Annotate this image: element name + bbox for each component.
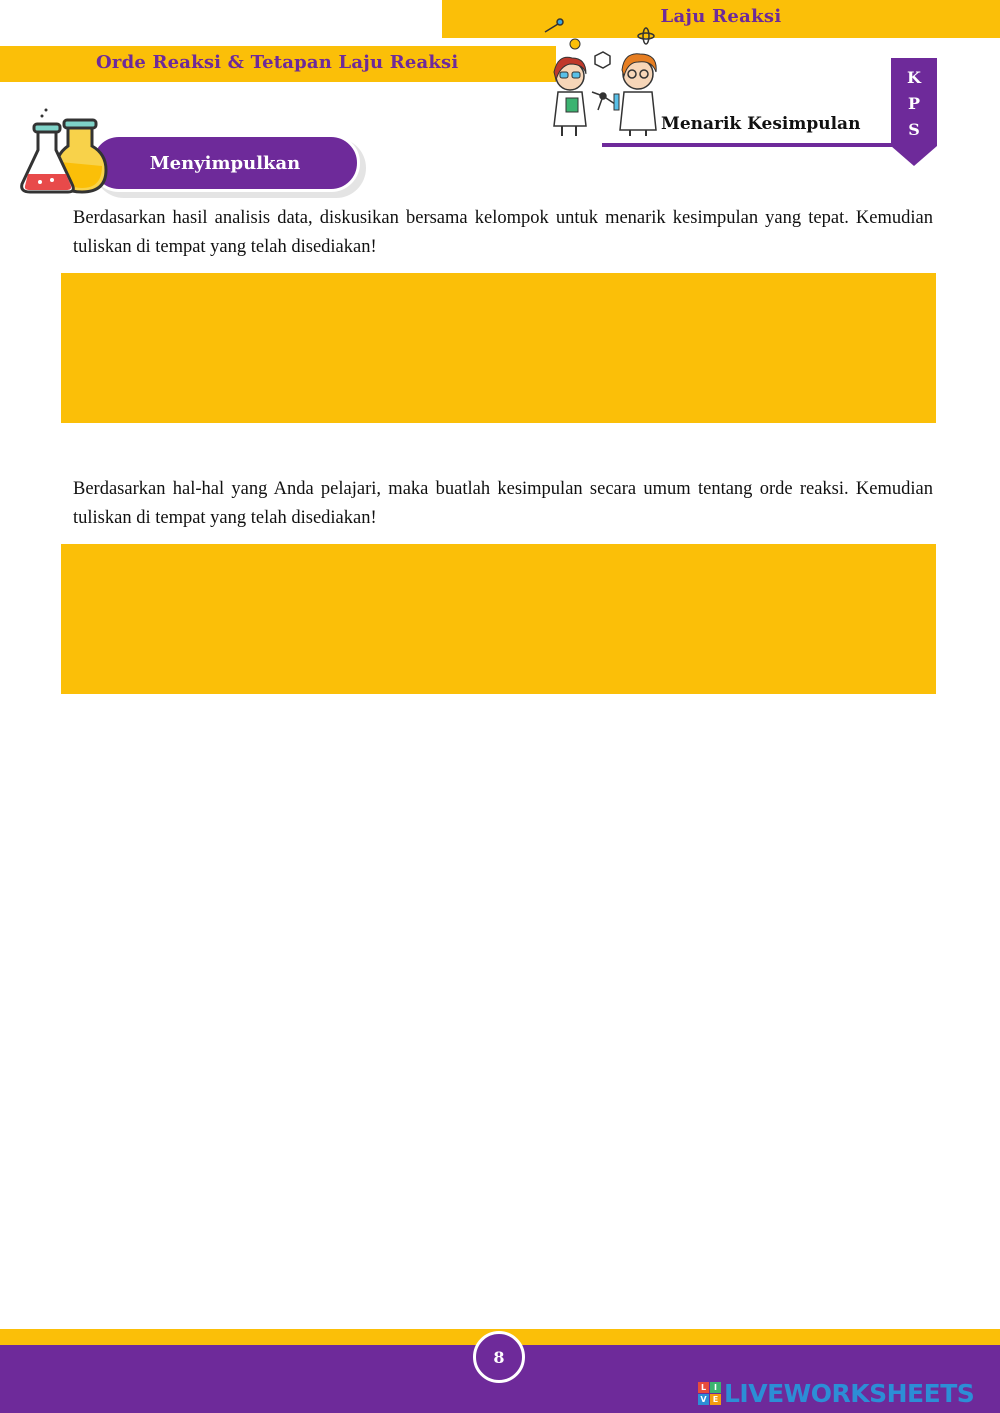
- section-header-bar: [0, 46, 556, 82]
- lab-flasks-icon: [16, 106, 112, 198]
- brand-mark-letter: L: [698, 1382, 709, 1393]
- kps-letter-s: S: [908, 120, 920, 139]
- brand-mark-letter: I: [710, 1382, 721, 1393]
- brand-mark-letter: E: [710, 1394, 721, 1405]
- chapter-title: Laju Reaksi: [660, 6, 782, 27]
- chapter-header-bar: [442, 0, 1000, 38]
- skill-underline: [602, 143, 892, 147]
- kps-letter-k: K: [907, 68, 921, 87]
- liveworksheets-logo[interactable]: [698, 1380, 974, 1406]
- section-title: Orde Reaksi & Tetapan Laju Reaksi: [96, 52, 459, 73]
- task-2-answer-box[interactable]: [61, 544, 936, 694]
- kps-letter-p: P: [907, 94, 921, 113]
- page-number: 8: [473, 1331, 525, 1383]
- kps-ribbon: [891, 58, 937, 168]
- activity-badge: Menyimpulkan: [90, 134, 360, 192]
- task-2-instruction: Berdasarkan hal-hal yang Anda pelajari, maka buatlah kesimpulan secara umum tentang orde reaksi. Kemudian tuliskan di tempat yang telah disediakan!: [73, 479, 933, 528]
- liveworksheets-brand-text: LIVEWORKSHEETS: [724, 1378, 975, 1408]
- task-1-answer-box[interactable]: [61, 273, 936, 423]
- scientists-illustration: [540, 14, 670, 138]
- liveworksheets-mark-icon: [698, 1382, 721, 1405]
- skill-label: Menarik Kesimpulan: [661, 114, 861, 134]
- brand-mark-letter: V: [698, 1394, 709, 1405]
- task-1-instruction: Berdasarkan hasil analisis data, diskusikan bersama kelompok untuk menarik kesimpulan yang tepat. Kemudian tuliskan di tempat yang telah disediakan!: [73, 208, 933, 257]
